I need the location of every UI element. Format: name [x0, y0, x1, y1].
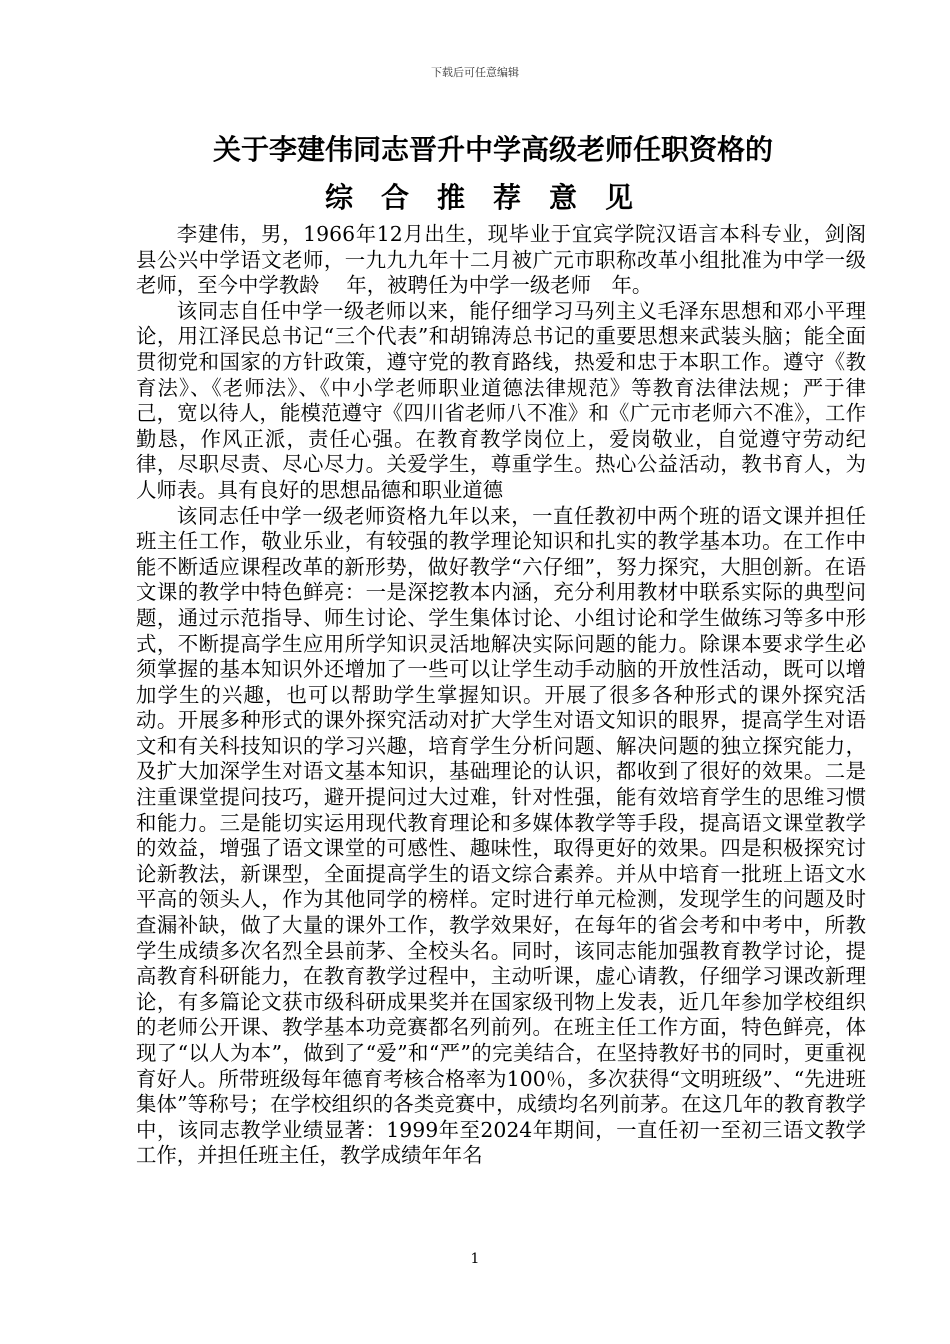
- document-body: [136, 222, 866, 1169]
- paragraph-political-ethics: 该同志自任中学一级老师以来，能仔细学习马列主义毛泽东思想和邓小平理论，用江泽民总书记“三个代表”和胡锦涛总书记的重要思想来武装头脑；能全面贯彻党和国家的方针政策，遵守党的教育路线，热爱和忠于本职工作。遵守《教育法》、《老师法》、《中小学老师职业道德法律规范》等教育法律法规；严于律己，宽以待人，能模范遵守《四川省老师八不准》和《广元市老师六不准》，工作勤恳，作风正派，责任心强。在教育教学岗位上，爱岗敬业，自觉遵守劳动纪律，尽职尽责、尽心尽力。关爱学生，尊重学生。热心公益活动，教书育人，为人师表。具有良好的思想品德和职业道德: [136, 298, 866, 502]
- page-number: 1: [470, 1251, 480, 1267]
- header-note: 下载后可任意编辑: [431, 66, 519, 79]
- document-subtitle: 综合推荐意见: [324, 181, 661, 214]
- document-title: 关于李建伟同志晋升中学高级老师任职资格的: [212, 133, 773, 166]
- paragraph-teaching-work: 该同志任中学一级老师资格九年以来，一直任教初中两个班的语文课并担任班主任工作，敬业乐业，有较强的教学理论知识和扎实的教学基本功。在工作中能不断适应课程改革的新形势，做好教学“六仔细”，努力探究，大胆创新。在语文课的教学中特色鲜亮：一是深挖教本内涵，充分利用教材中联系实际的典型问题，通过示范指导、师生讨论、学生集体讨论、小组讨论和学生做练习等多中形式，不断提高学生应用所学知识灵活地解决实际问题的能力。除课本要求学生必须掌握的基本知识外还增加了一些可以让学生动手动脑的开放性活动，既可以增加学生的兴趣，也可以帮助学生掌握知识。开展了很多各种形式的课外探究活动。开展多种形式的课外探究活动对扩大学生对语文知识的眼界，提高学生对语文和有关科技知识的学习兴趣，培育学生分析问题、解决问题的独立探究能力，及扩大加深学生对语文基本知识，基础理论的认识，都收到了很好的效果。二是注重课堂提问技巧，避开提问过大过难，针对性强，能有效培育学生的思维习惯和能力。三是能切实运用现代教育理论和多媒体教学等手段，提高语文课堂教学的效益，增强了语文课堂的可感性、趣味性，取得更好的效果。四是积极探究讨论新教法，新课型，全面提高学生的语文综合素养。并从中培育一批班上语文水平高的领头人，作为其他同学的榜样。定时进行单元检测，发现学生的问题及时查漏补缺，做了大量的课外工作，教学效果好，在每年的省会考和中考中，所教学生成绩多次名烈全县前茅、全校头名。同时，该同志能加强教育教学讨论，提高教育科研能力，在教育教学过程中，主动听课，虚心请教，仔细学习课改新理论，有多篇论文获市级科研成果奖并在国家级刊物上发表，近几年参加学校组织的老师公开课、教学基本功竞赛都名列前列。在班主任工作方面，特色鲜亮，体现了“以人为本”，做到了“爱”和“严”的完美结合，在坚持教好书的同时，更重视育好人。所带班级每年德育考核合格率为100％，多次获得“文明班级”、“先进班集体”等称号；在学校组织的各类竞赛中，成绩均名列前茅。在这几年的教育教学中，该同志教学业绩显著：1999年至2024年期间，一直任初一至初三语文教学工作，并担任班主任，教学成绩年年名: [136, 503, 866, 1168]
- paragraph-personal-info: 李建伟，男，1966年12月出生，现毕业于宜宾学院汉语言本科专业，剑阁县公兴中学语文老师，一九九九年十二月被广元市职称改革小组批准为中学一级老师，至今中学教龄 年，被聘任为中学一级老师 年。: [136, 222, 866, 298]
